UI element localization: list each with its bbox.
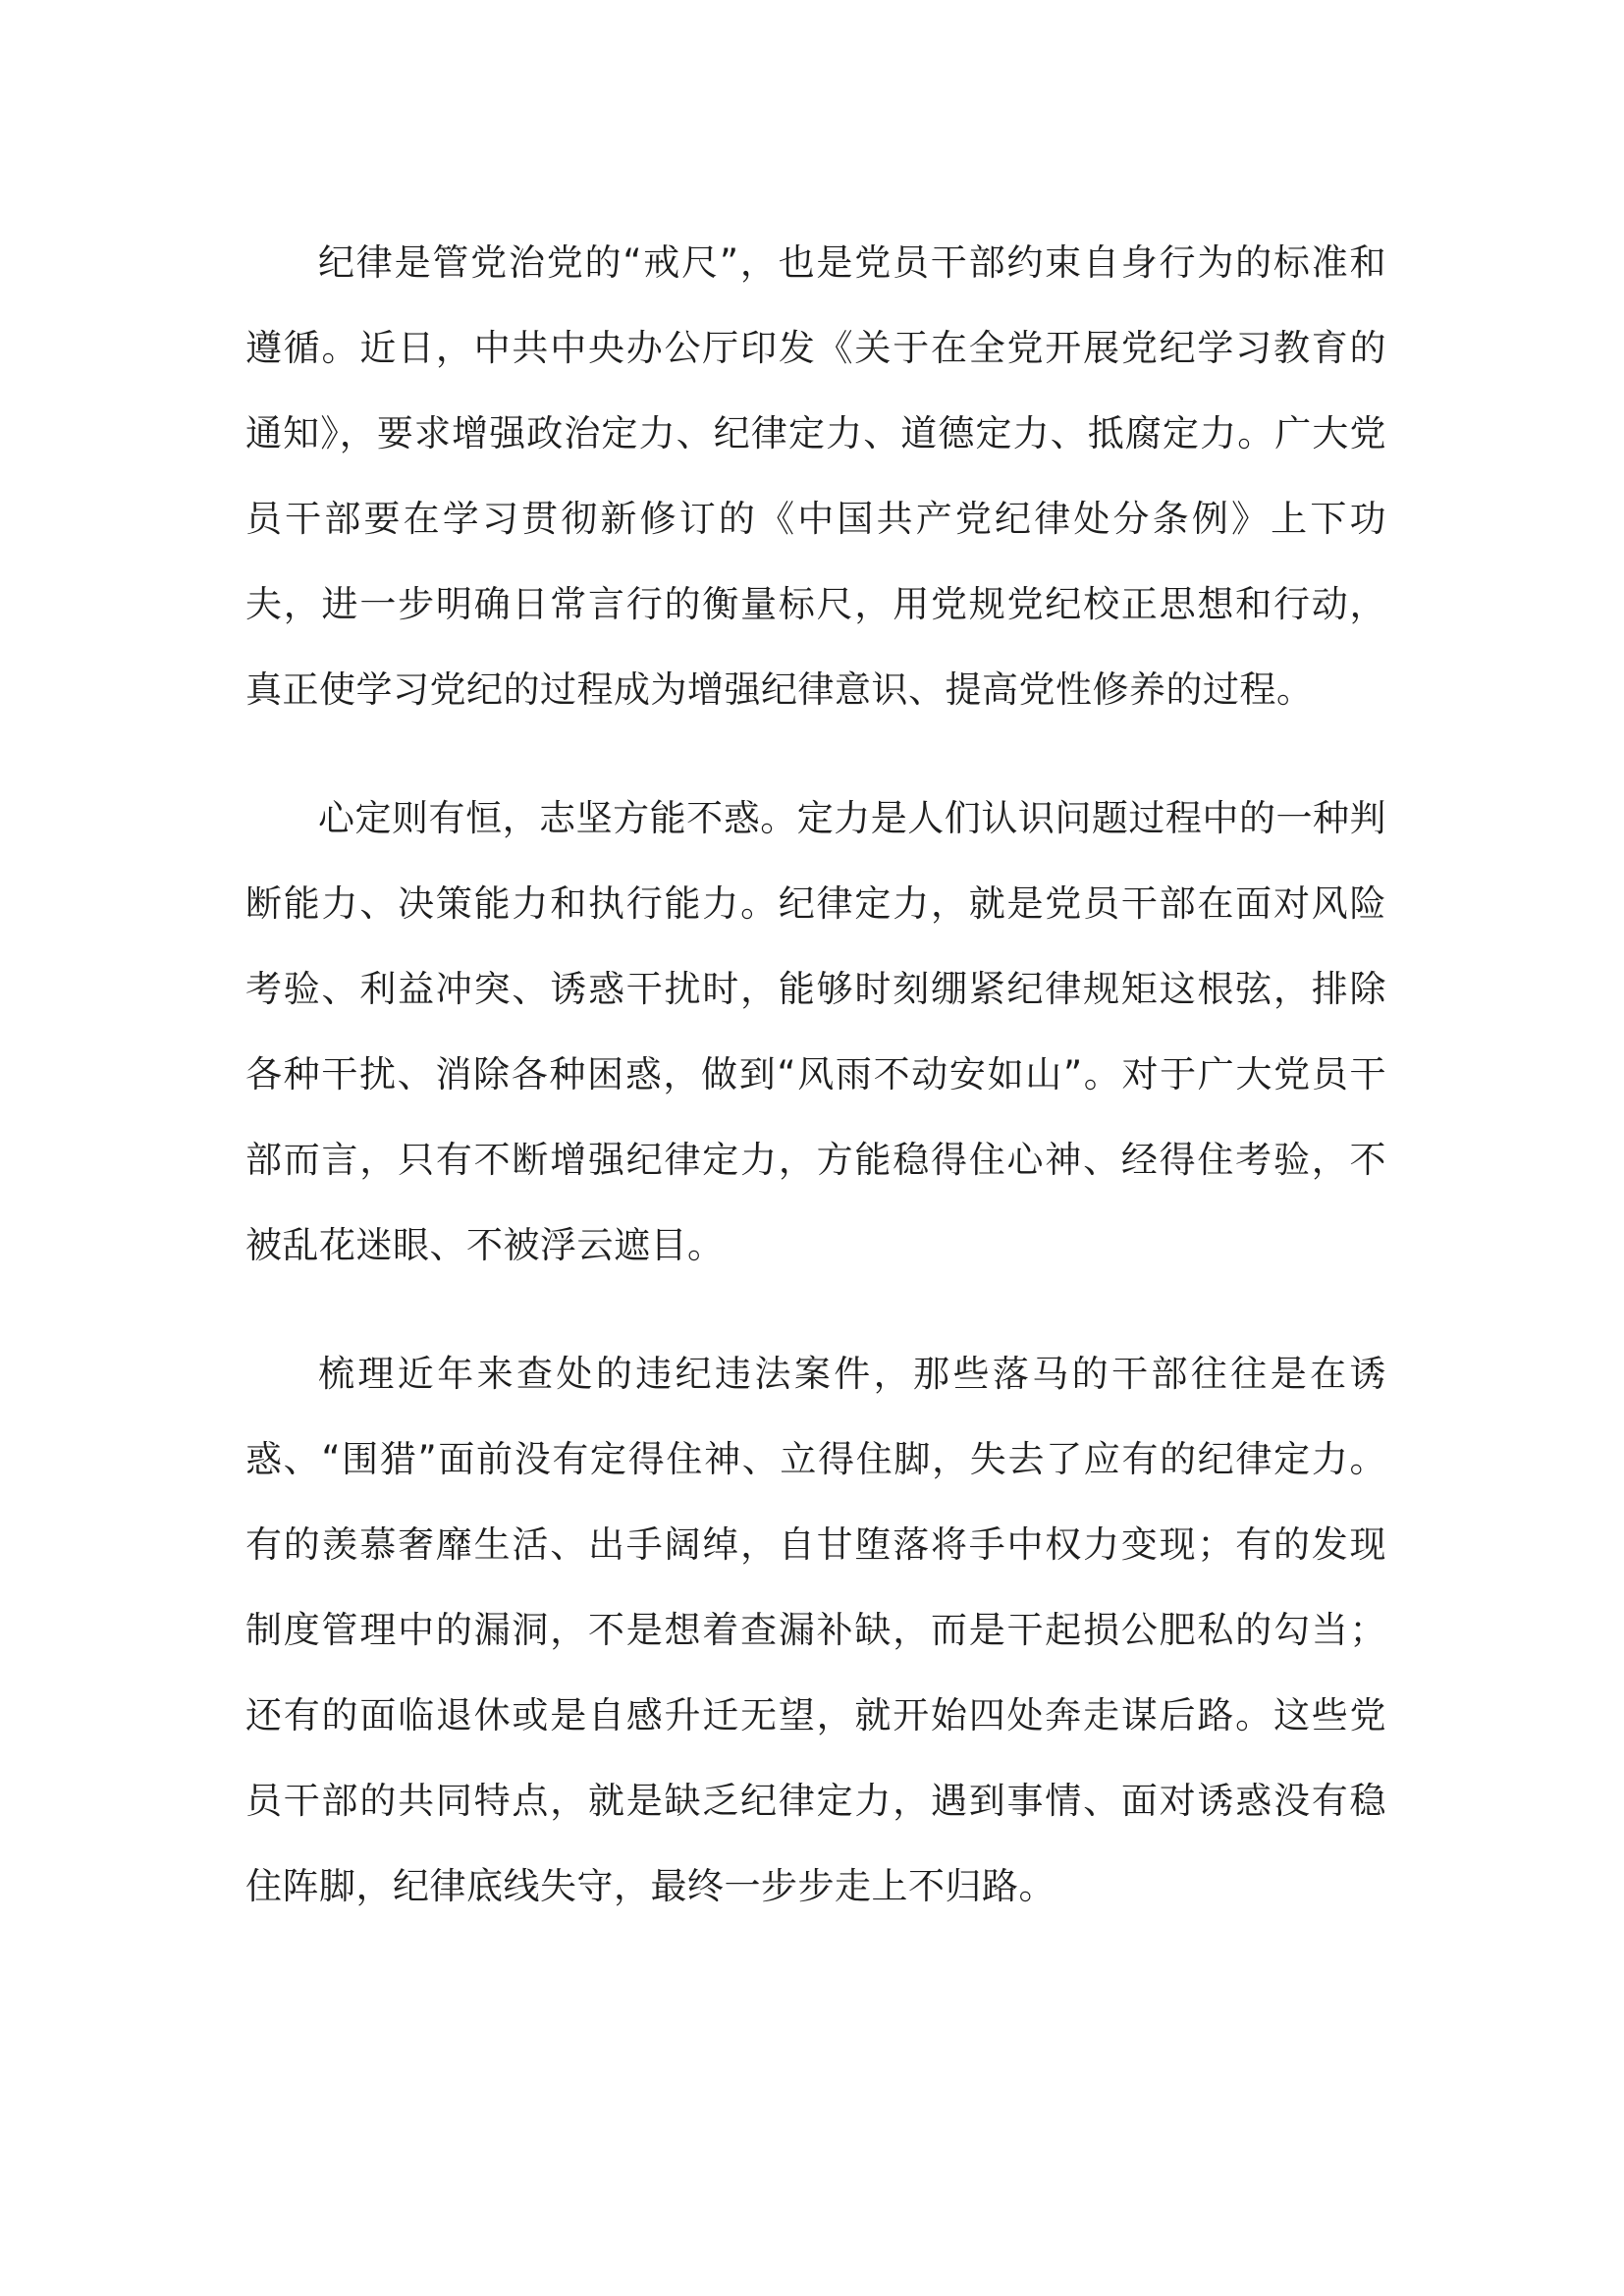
paragraph-3: 梳理近年来查处的违纪违法案件，那些落马的干部往往是在诱惑、“围猎”面前没有定得住神、立得住脚，失去了应有的纪律定力。有的羡慕奢靡生活、出手阔绰，自甘堕落将手中权力变现；有的发现制度管理中的漏洞，不是想着查漏补缺，而是干起损公肥私的勾当；还有的面临退休或是自感升迁无望，就开始四处奔走谋后路。这些党员干部的共同特点，就是缺乏纪律定力，遇到事情、面对诱惑没有稳住阵脚，纪律底线失守，最终一步步走上不归路。	[245, 1353, 1386, 1907]
document-body	[245, 220, 1386, 1929]
paragraph-1: 纪律是管党治党的“戒尺”，也是党员干部约束自身行为的标准和遵循。近日，中共中央办公厅印发《关于在全党开展党纪学习教育的通知》，要求增强政治定力、纪律定力、道德定力、抵腐定力。广大党员干部要在学习贯彻新修订的《中国共产党纪律处分条例》上下功夫，进一步明确日常言行的衡量标尺，用党规党纪校正思想和行动，真正使学习党纪的过程成为增强纪律意识、提高党性修养的过程。	[245, 241, 1386, 711]
paragraph-2: 心定则有恒，志坚方能不惑。定力是人们认识问题过程中的一种判断能力、决策能力和执行能力。纪律定力，就是党员干部在面对风险考验、利益冲突、诱惑干扰时，能够时刻绷紧纪律规矩这根弦，排除各种干扰、消除各种困惑，做到“风雨不动安如山”。对于广大党员干部而言，只有不断增强纪律定力，方能稳得住心神、经得住考验，不被乱花迷眼、不被浮云遮目。	[245, 797, 1386, 1266]
